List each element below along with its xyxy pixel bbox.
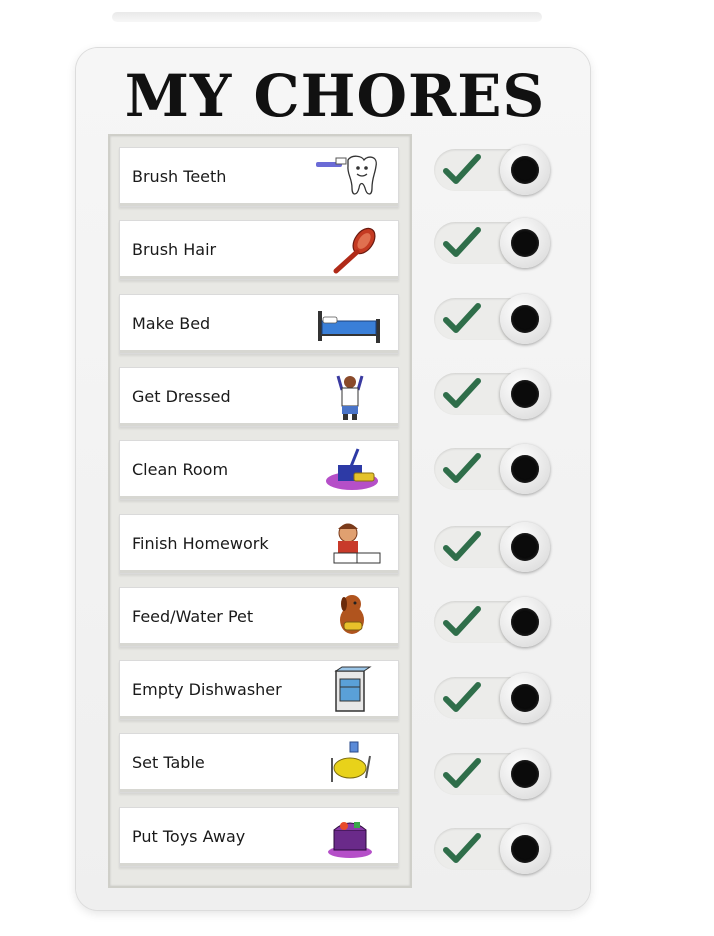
chore-label: Clean Room bbox=[132, 460, 229, 479]
chore-card bbox=[119, 587, 397, 649]
checkmark-icon bbox=[442, 755, 482, 791]
slider-knob[interactable] bbox=[500, 597, 550, 647]
chore-card bbox=[119, 807, 397, 869]
dressed-child-icon bbox=[314, 372, 386, 422]
chore-card-face bbox=[119, 733, 399, 793]
chore-label: Brush Hair bbox=[132, 240, 217, 259]
slider-knob[interactable] bbox=[500, 824, 550, 874]
chore-label: Set Table bbox=[132, 753, 205, 772]
knob-center bbox=[511, 229, 539, 257]
chore-slider[interactable] bbox=[434, 444, 554, 494]
checkmark-icon bbox=[442, 151, 482, 187]
chore-card-face bbox=[119, 220, 399, 280]
knob-center bbox=[511, 608, 539, 636]
slider-knob[interactable] bbox=[500, 294, 550, 344]
chore-card-face bbox=[119, 514, 399, 574]
knob-center bbox=[511, 156, 539, 184]
chore-slider[interactable] bbox=[434, 597, 554, 647]
chore-card-face bbox=[119, 147, 399, 207]
slider-knob[interactable] bbox=[500, 749, 550, 799]
pet-dog-icon bbox=[314, 592, 386, 642]
checkmark-icon bbox=[442, 528, 482, 564]
chore-card bbox=[119, 220, 397, 282]
chore-label: Feed/Water Pet bbox=[132, 607, 254, 626]
slider-knob[interactable] bbox=[500, 145, 550, 195]
knob-center bbox=[511, 305, 539, 333]
cleaning-supplies-icon bbox=[314, 445, 386, 495]
board-top-edge bbox=[112, 12, 542, 22]
knob-center bbox=[511, 533, 539, 561]
knob-center bbox=[511, 684, 539, 712]
checkmark-icon bbox=[442, 830, 482, 866]
chore-slider[interactable] bbox=[434, 294, 554, 344]
checkmark-icon bbox=[442, 603, 482, 639]
chore-card bbox=[119, 367, 397, 429]
board-title: MY CHORES bbox=[124, 62, 546, 130]
dishwasher-icon bbox=[314, 665, 386, 715]
hairbrush-icon bbox=[314, 225, 386, 275]
knob-center bbox=[511, 835, 539, 863]
chore-slider[interactable] bbox=[434, 369, 554, 419]
table-setting-icon bbox=[314, 738, 386, 788]
chore-slider[interactable] bbox=[434, 218, 554, 268]
chore-slider[interactable] bbox=[434, 145, 554, 195]
knob-center bbox=[511, 380, 539, 408]
chore-label: Get Dressed bbox=[132, 387, 231, 406]
chore-card bbox=[119, 440, 397, 502]
chore-slider[interactable] bbox=[434, 749, 554, 799]
chore-card bbox=[119, 294, 397, 356]
toy-chest-icon bbox=[314, 812, 386, 862]
chore-label: Brush Teeth bbox=[132, 167, 227, 186]
chore-label: Put Toys Away bbox=[132, 827, 246, 846]
chore-label: Empty Dishwasher bbox=[132, 680, 282, 699]
chore-card-face bbox=[119, 660, 399, 720]
slider-knob[interactable] bbox=[500, 673, 550, 723]
chore-card bbox=[119, 660, 397, 722]
chore-card-face bbox=[119, 294, 399, 354]
checkmark-icon bbox=[442, 224, 482, 260]
chore-label: Finish Homework bbox=[132, 534, 269, 553]
slider-knob[interactable] bbox=[500, 522, 550, 572]
chore-card-face bbox=[119, 807, 399, 867]
chore-card bbox=[119, 733, 397, 795]
chore-card bbox=[119, 147, 397, 209]
chore-slider[interactable] bbox=[434, 824, 554, 874]
chore-card-face bbox=[119, 367, 399, 427]
chore-card-face bbox=[119, 587, 399, 647]
chore-slider[interactable] bbox=[434, 522, 554, 572]
chore-label: Make Bed bbox=[132, 314, 211, 333]
checkmark-icon bbox=[442, 450, 482, 486]
knob-center bbox=[511, 455, 539, 483]
checkmark-icon bbox=[442, 679, 482, 715]
checkmark-icon bbox=[442, 375, 482, 411]
slider-knob[interactable] bbox=[500, 444, 550, 494]
slider-knob[interactable] bbox=[500, 218, 550, 268]
bed-icon bbox=[314, 299, 386, 349]
chore-slider[interactable] bbox=[434, 673, 554, 723]
chore-card bbox=[119, 514, 397, 576]
homework-child-icon bbox=[314, 519, 386, 569]
knob-center bbox=[511, 760, 539, 788]
checkmark-icon bbox=[442, 300, 482, 336]
chore-card-face bbox=[119, 440, 399, 500]
tooth-icon bbox=[314, 152, 386, 202]
slider-knob[interactable] bbox=[500, 369, 550, 419]
